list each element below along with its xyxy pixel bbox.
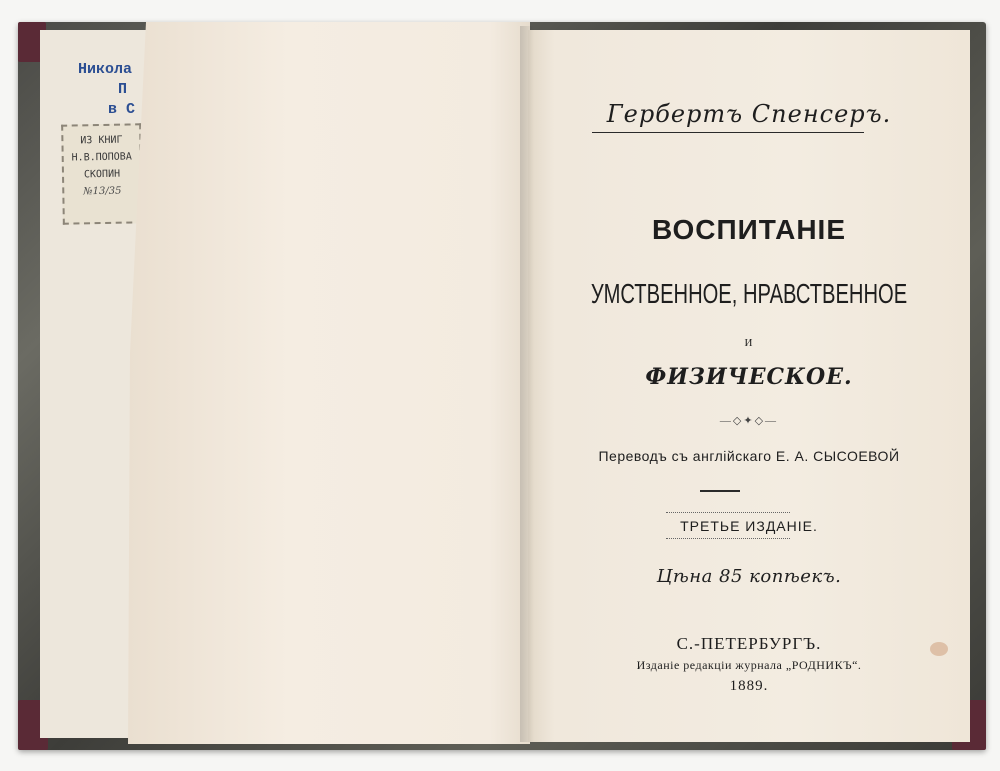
blank-folded-leaf: [128, 22, 530, 744]
stamp-line: П: [118, 81, 128, 98]
spine-shadow: [520, 26, 534, 742]
dotted-rule: [666, 512, 790, 513]
subtitle-line: ФИЗИЧЕСКОЕ.: [645, 364, 853, 390]
publisher-line: Изданіе редакціи журнала „РОДНИКЪ“.: [636, 658, 862, 672]
label-number: №13/35: [83, 185, 122, 198]
label-line: Н.В.ПОПОВА: [71, 151, 132, 164]
author-underline: [592, 132, 864, 133]
subtitle-conjunction: И: [744, 337, 754, 349]
translator-credit: Переводъ съ англійскаго Е. А. СЫСОЕВОЙ: [598, 448, 900, 464]
book-title: ВОСПИТАНІЕ: [651, 214, 846, 245]
edition-label: ТРЕТЬЕ ИЗДАНІЕ.: [680, 518, 818, 534]
paper-stain: [930, 642, 948, 656]
label-line: СКОПИН: [83, 168, 121, 181]
publication-city: С.-ПЕТЕРБУРГЪ.: [676, 634, 822, 653]
ornament-divider: —◇✦◇—: [719, 415, 779, 427]
ownership-label: [61, 123, 143, 224]
title-page: [528, 30, 970, 742]
publication-year: 1889.: [729, 678, 769, 694]
subtitle-line: УМСТВЕННОЕ, НРАВСТВЕННОЕ: [590, 278, 908, 309]
stamp-line: в С: [108, 101, 136, 118]
dotted-rule: [666, 538, 790, 539]
divider-rule: [700, 490, 740, 492]
price-label: Цѣна 85 копѣекъ.: [656, 566, 842, 587]
author-name: Гербертъ Спенсеръ.: [606, 100, 892, 128]
label-line: ИЗ КНИГ: [80, 134, 123, 147]
stamp-line: Никола: [78, 61, 133, 78]
